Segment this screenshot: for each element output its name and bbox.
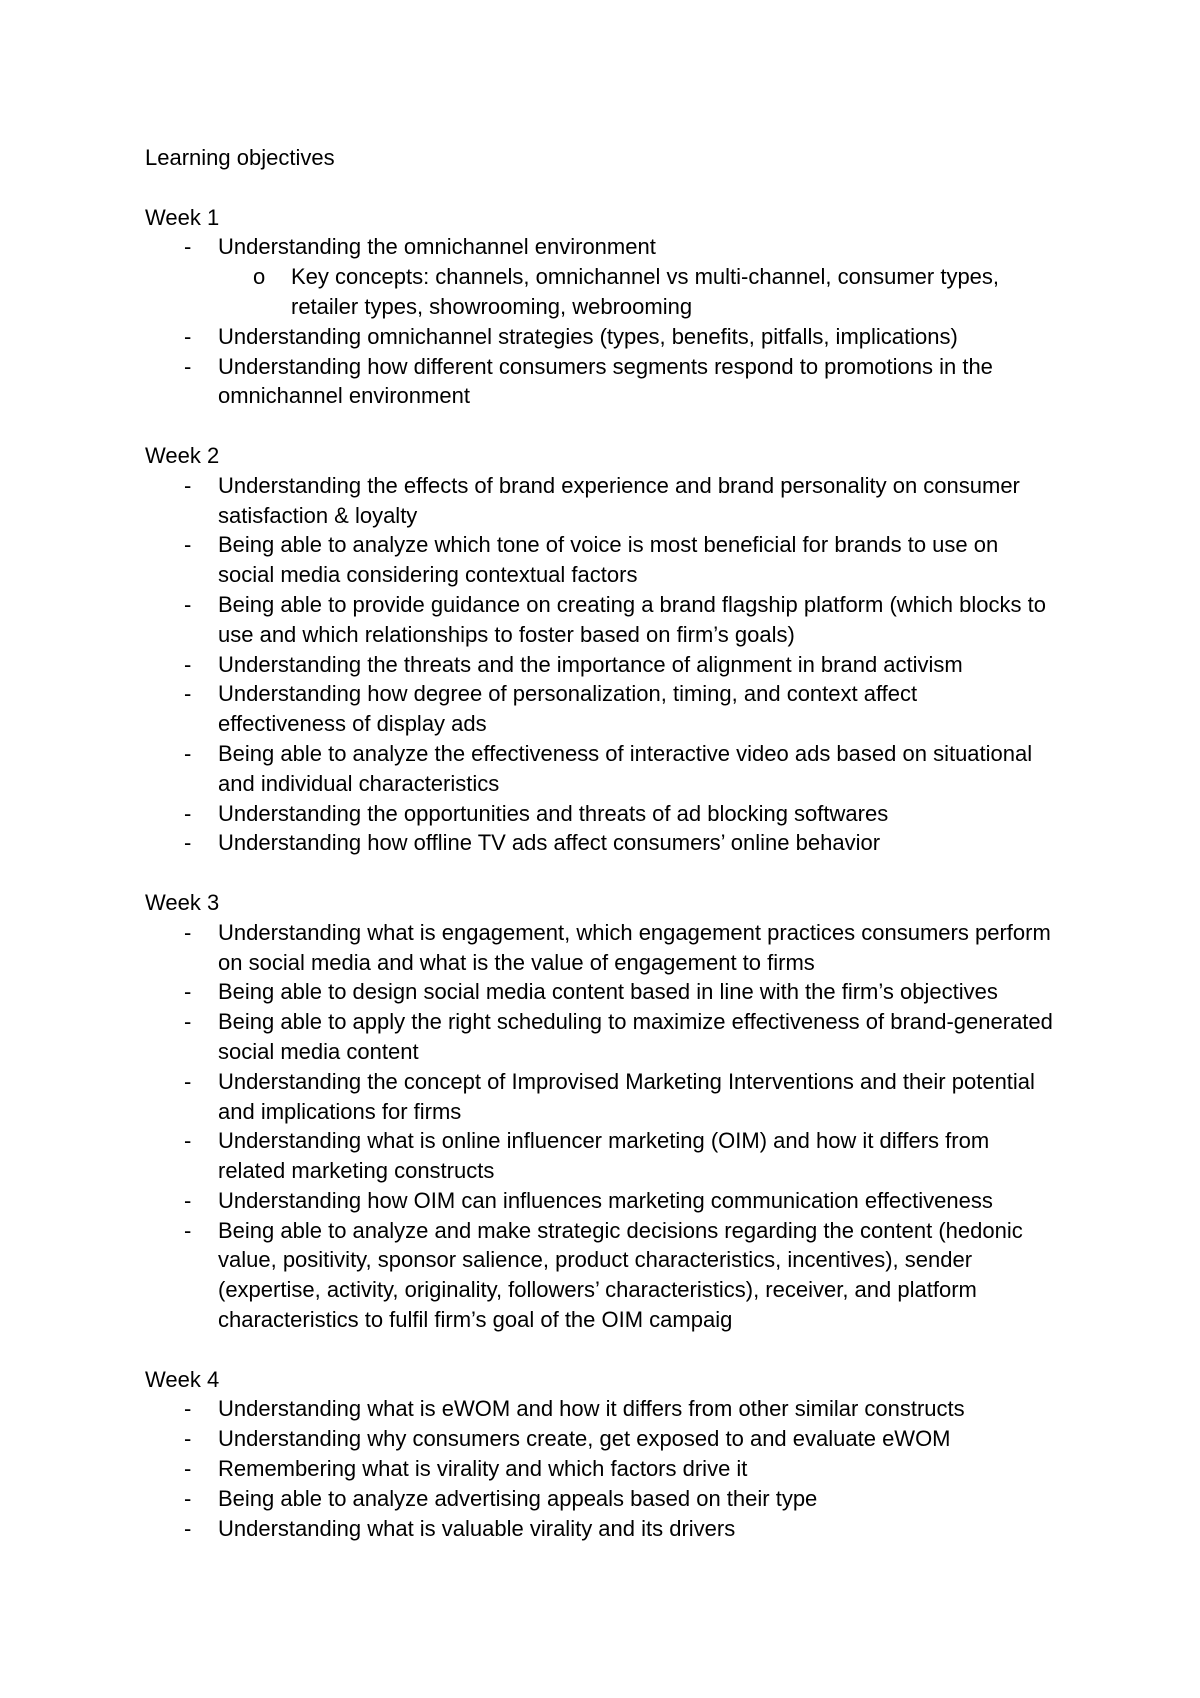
objective-text: Understanding how different consumers segments respond to promotions in the: [218, 353, 993, 379]
objective-item: [0, 739, 1200, 799]
objective-text: social media considering contextual factors: [218, 562, 638, 588]
objective-item: [0, 977, 1200, 1007]
sub-objective-text: Key concepts: channels, omnichannel vs multi-channel, consumer types,: [291, 264, 1000, 290]
objectives-list: [0, 1394, 1200, 1543]
dash-bullet: -: [184, 1456, 192, 1482]
objective-text: Understanding the threats and the importance of alignment in brand activism: [218, 651, 963, 677]
document-body: [0, 143, 1200, 1543]
objective-item: [0, 679, 1200, 739]
objective-line: [0, 530, 1200, 560]
objective-text: Being able to analyze advertising appeals based on their type: [218, 1485, 818, 1511]
objective-line: [0, 918, 1200, 948]
objective-text: Understanding how OIM can influences marketing communication effectiveness: [218, 1187, 993, 1213]
circle-bullet: o: [253, 264, 266, 290]
objective-line: [0, 709, 1200, 739]
objective-text: Understanding why consumers create, get exposed to and evaluate eWOM: [218, 1426, 951, 1452]
objective-item: [0, 322, 1200, 352]
objective-item: [0, 1514, 1200, 1544]
objective-text: social media content: [218, 1038, 419, 1064]
dash-bullet: -: [184, 1009, 192, 1035]
objective-text: effectiveness of display ads: [218, 711, 487, 737]
objective-line: [0, 1067, 1200, 1097]
objective-text: Understanding what is online influencer marketing (OIM) and how it differs from: [218, 1128, 990, 1154]
objective-item: [0, 1126, 1200, 1186]
objective-line: [0, 1156, 1200, 1186]
dash-bullet: -: [184, 1396, 192, 1422]
objective-line: [0, 1275, 1200, 1305]
sub-objective-item: [0, 262, 1200, 322]
week-1-section: [0, 203, 1200, 412]
objective-text: Being able to provide guidance on creating a brand flagship platform (which blocks to: [218, 591, 1046, 617]
objective-line: [0, 1484, 1200, 1514]
objective-text: on social media and what is the value of engagement to firms: [218, 949, 815, 975]
objective-text: and individual characteristics: [218, 770, 500, 796]
objective-item: [0, 530, 1200, 590]
objective-line: [0, 1126, 1200, 1156]
objective-text: Understanding how degree of personalization, timing, and context affect: [218, 681, 918, 707]
objective-item: [0, 1454, 1200, 1484]
objective-item: [0, 1484, 1200, 1514]
objective-item: [0, 1186, 1200, 1216]
objective-item: [0, 352, 1200, 412]
objective-text: use and which relationships to foster based on firm’s goals): [218, 621, 795, 647]
objective-line: [0, 620, 1200, 650]
dash-bullet: -: [184, 1515, 192, 1541]
objective-line: [0, 1097, 1200, 1127]
objective-item: [0, 918, 1200, 978]
dash-bullet: -: [184, 740, 192, 766]
objective-text: Understanding the opportunities and threats of ad blocking softwares: [218, 800, 889, 826]
objective-line: [0, 1245, 1200, 1275]
objective-text: Understanding the omnichannel environment: [218, 234, 656, 260]
sub-objectives-list: [0, 262, 1200, 322]
blank-line: [0, 858, 1200, 888]
sub-objective-text: retailer types, showrooming, webrooming: [291, 293, 693, 319]
objectives-list: [0, 918, 1200, 1335]
objective-line: [0, 590, 1200, 620]
objective-text: Being able to analyze which tone of voice is most beneficial for brands to use on: [218, 532, 999, 558]
document-title: Learning objectives: [145, 145, 335, 170]
objective-line: [0, 1424, 1200, 1454]
dash-bullet: -: [184, 1187, 192, 1213]
objective-text: Understanding what is eWOM and how it differs from other similar constructs: [218, 1396, 965, 1422]
objective-text: Understanding the concept of Improvised Marketing Interventions and their potential: [218, 1068, 1035, 1094]
objective-line: [0, 322, 1200, 352]
dash-bullet: -: [184, 1485, 192, 1511]
dash-bullet: -: [184, 234, 192, 260]
objective-line: [0, 1037, 1200, 1067]
objective-item: [0, 650, 1200, 680]
objective-text: Being able to analyze and make strategic decisions regarding the content (hedonic: [218, 1217, 1023, 1243]
objective-text: satisfaction & loyalty: [218, 502, 418, 528]
objective-text: Remembering what is virality and which factors drive it: [218, 1456, 748, 1482]
objective-item: [0, 232, 1200, 321]
dash-bullet: -: [184, 651, 192, 677]
objective-line: [0, 232, 1200, 262]
objective-line: [0, 1305, 1200, 1335]
objective-item: [0, 1394, 1200, 1424]
blank-line: [0, 1335, 1200, 1365]
objectives-list: [0, 232, 1200, 411]
objective-line: [0, 1216, 1200, 1246]
objective-text: Being able to apply the right scheduling to maximize effectiveness of brand-generated: [218, 1009, 1053, 1035]
objective-line: [0, 501, 1200, 531]
objective-line: [0, 769, 1200, 799]
dash-bullet: -: [184, 472, 192, 498]
objective-line: [0, 828, 1200, 858]
objective-text: Understanding the effects of brand experience and brand personality on consumer: [218, 472, 1020, 498]
objective-text: omnichannel environment: [218, 383, 470, 409]
objective-line: [0, 739, 1200, 769]
week-4-section: [0, 1365, 1200, 1544]
objective-text: Being able to analyze the effectiveness of interactive video ads based on situational: [218, 740, 1033, 766]
objective-text: and implications for firms: [218, 1098, 462, 1124]
objective-text: value, positivity, sponsor salience, product characteristics, incentives), sender: [218, 1247, 973, 1273]
dash-bullet: -: [184, 1217, 192, 1243]
blank-line: [0, 173, 1200, 203]
dash-bullet: -: [184, 353, 192, 379]
objective-line: [0, 1454, 1200, 1484]
objective-text: (expertise, activity, originality, followers’ characteristics), receiver, and platform: [218, 1277, 977, 1303]
objective-line: [0, 948, 1200, 978]
sub-objective-line: [0, 292, 1200, 322]
objective-item: [0, 799, 1200, 829]
dash-bullet: -: [184, 1128, 192, 1154]
objective-text: related marketing constructs: [218, 1158, 495, 1184]
objective-line: [0, 650, 1200, 680]
objective-line: [0, 799, 1200, 829]
objective-line: [0, 977, 1200, 1007]
objective-item: [0, 1424, 1200, 1454]
week-3-section: [0, 888, 1200, 1335]
dash-bullet: -: [184, 681, 192, 707]
objective-item: [0, 1216, 1200, 1335]
week-2-section: [0, 441, 1200, 858]
dash-bullet: -: [184, 591, 192, 617]
objective-line: [0, 381, 1200, 411]
objective-text: Understanding what is valuable virality and its drivers: [218, 1515, 736, 1541]
dash-bullet: -: [184, 919, 192, 945]
objective-text: Being able to design social media content based in line with the firm’s objectives: [218, 979, 998, 1005]
objective-item: [0, 471, 1200, 531]
dash-bullet: -: [184, 830, 192, 856]
objective-line: [0, 1186, 1200, 1216]
blank-line: [0, 411, 1200, 441]
objective-item: [0, 590, 1200, 650]
objectives-list: [0, 471, 1200, 858]
dash-bullet: -: [184, 979, 192, 1005]
week-heading: Week 1: [145, 204, 220, 230]
objective-line: [0, 679, 1200, 709]
dash-bullet: -: [184, 1426, 192, 1452]
sub-objective-line: [0, 262, 1200, 292]
objective-text: Understanding omnichannel strategies (types, benefits, pitfalls, implications): [218, 323, 958, 349]
objective-line: [0, 1394, 1200, 1424]
week-heading: Week 2: [145, 442, 220, 468]
dash-bullet: -: [184, 1068, 192, 1094]
objective-line: [0, 1007, 1200, 1037]
objective-item: [0, 828, 1200, 858]
objective-text: characteristics to fulfil firm’s goal of the OIM campaig: [218, 1307, 733, 1333]
week-heading: Week 4: [145, 1366, 220, 1392]
objective-line: [0, 352, 1200, 382]
dash-bullet: -: [184, 800, 192, 826]
objective-text: Understanding what is engagement, which engagement practices consumers perform: [218, 919, 1051, 945]
objective-item: [0, 1007, 1200, 1067]
objective-line: [0, 471, 1200, 501]
objective-line: [0, 560, 1200, 590]
objective-item: [0, 1067, 1200, 1127]
objective-text: Understanding how offline TV ads affect consumers’ online behavior: [218, 830, 881, 856]
dash-bullet: -: [184, 532, 192, 558]
objective-line: [0, 1514, 1200, 1544]
week-heading: Week 3: [145, 889, 220, 915]
dash-bullet: -: [184, 323, 192, 349]
